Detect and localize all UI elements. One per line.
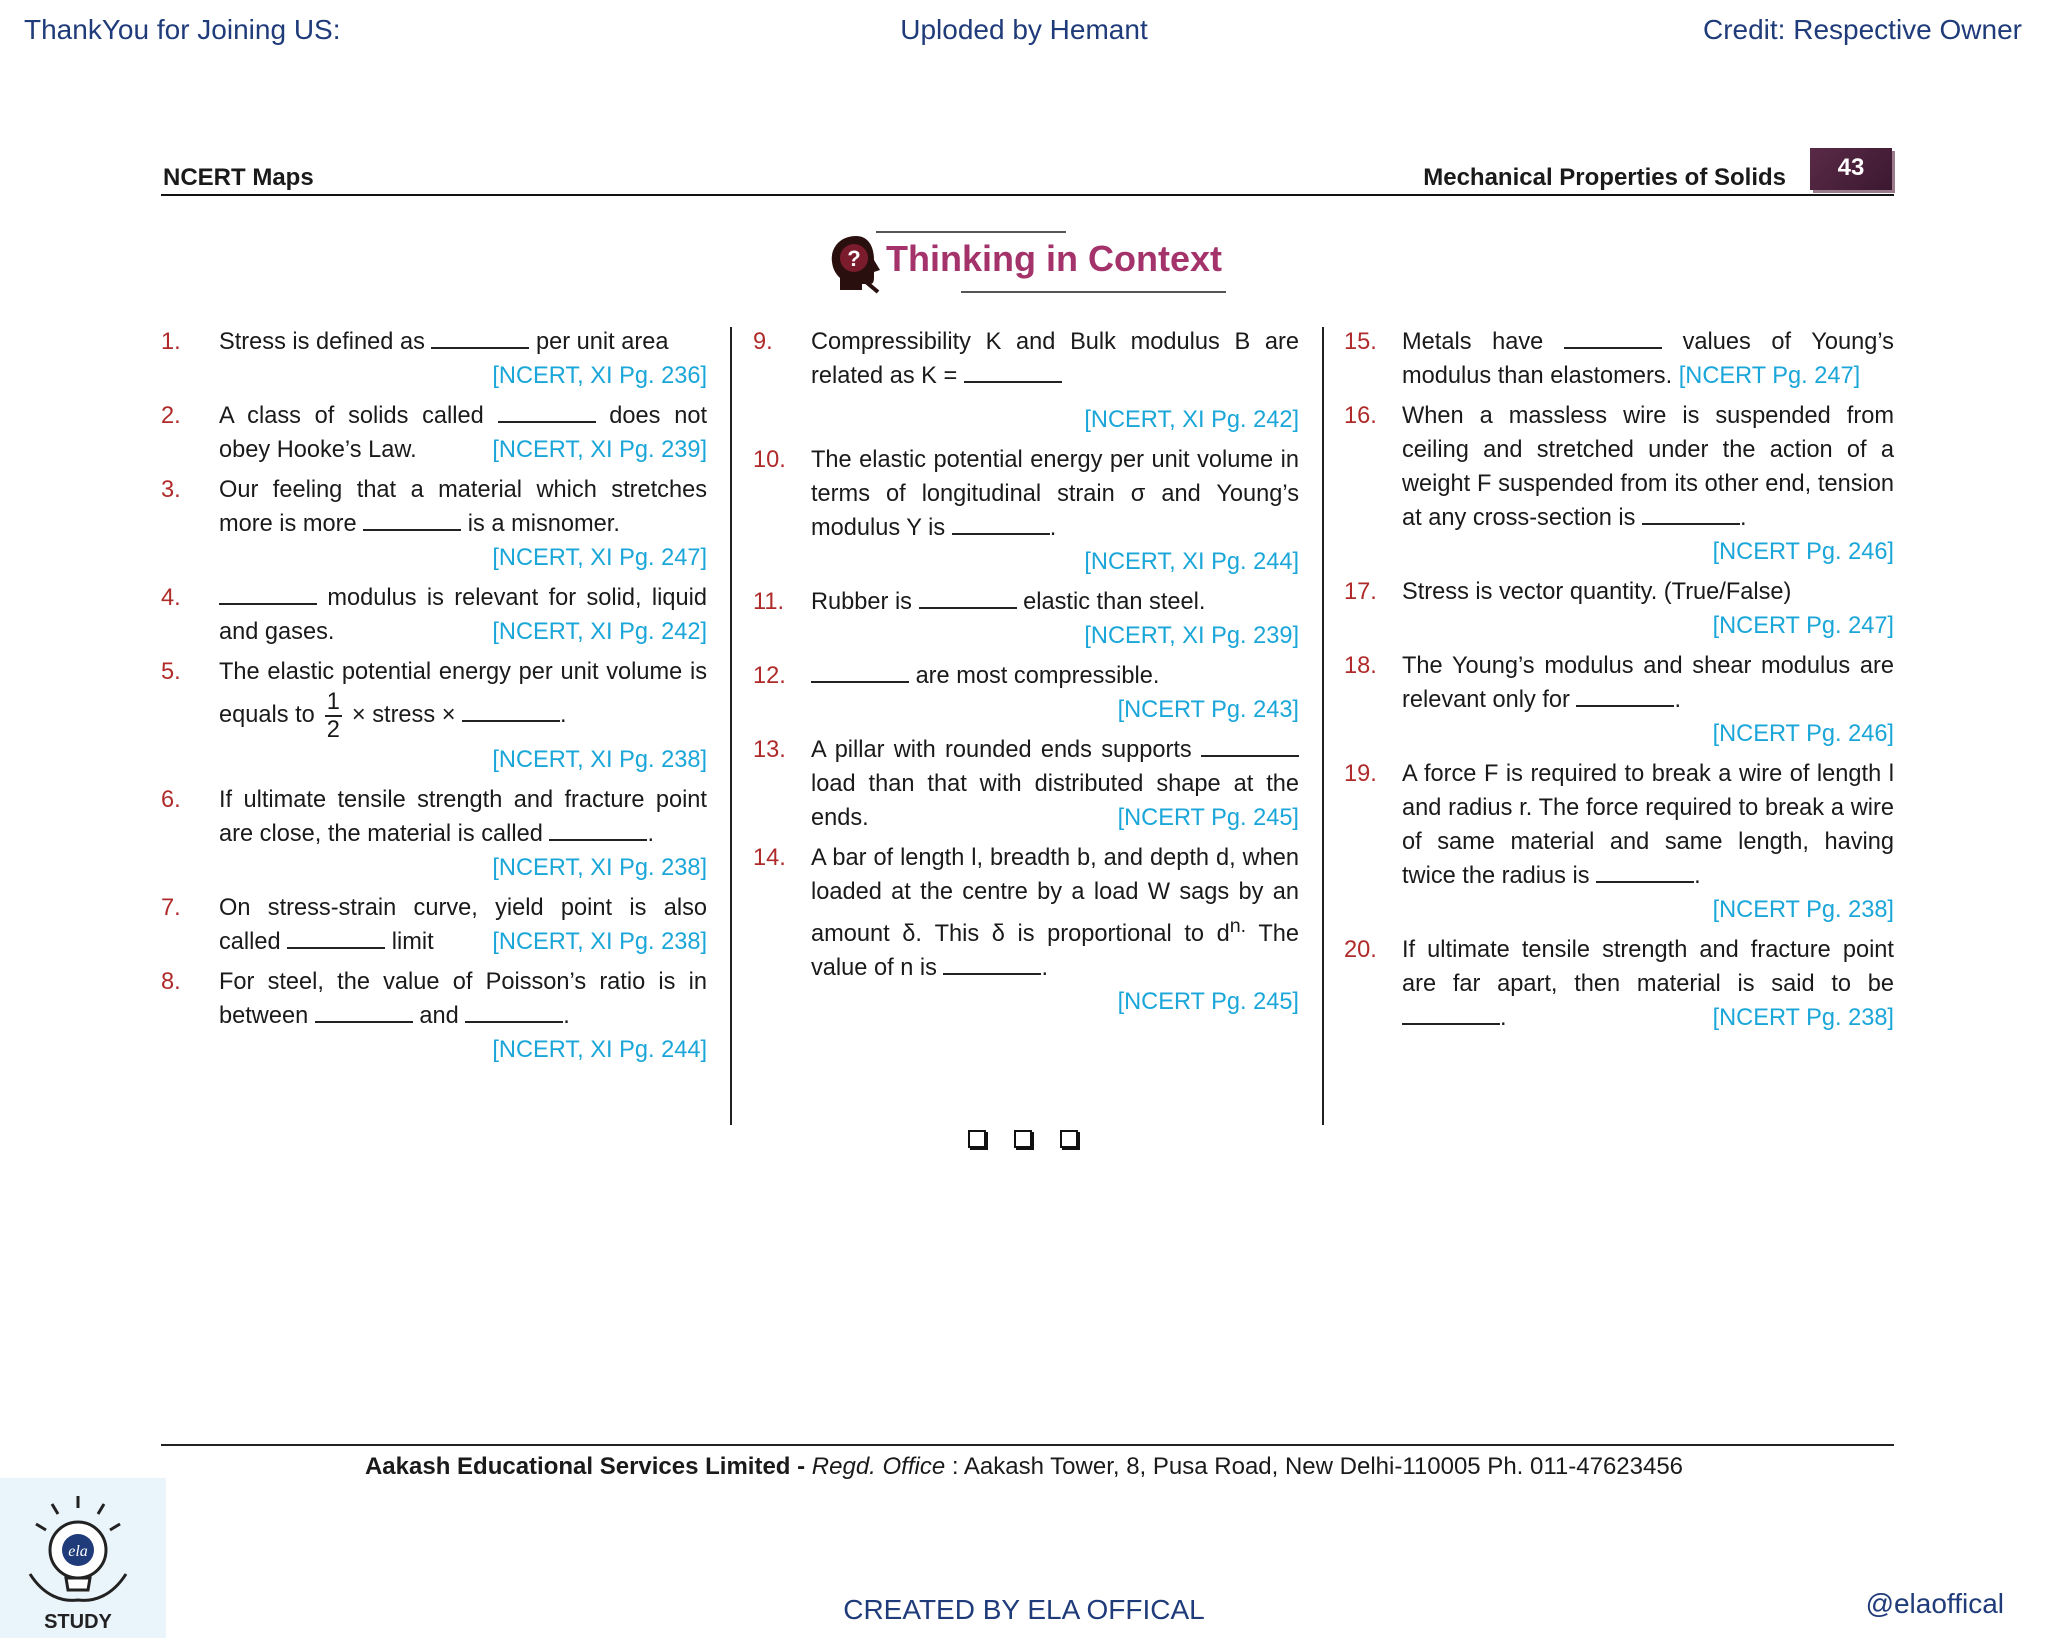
question-number: 19. bbox=[1344, 761, 1377, 787]
svg-text:?: ? bbox=[847, 246, 861, 271]
question-item bbox=[753, 733, 1299, 835]
answer-blank bbox=[462, 700, 560, 722]
question-text: Metals have bbox=[1402, 329, 1544, 355]
footer-regd-label: Regd. Office bbox=[811, 1453, 946, 1480]
question-end: . bbox=[1739, 505, 1747, 531]
question-text: A bar of length l, breadth b, and depth d, when loaded at the centre by a load W sags by an amount δ. This δ is proportional to d bbox=[811, 845, 1299, 947]
question-text: limit bbox=[391, 929, 434, 955]
question-text: A force F is required to break a wire of length l and radius r. The force required to break a wire of same material and same length, having twice the radius is bbox=[1402, 761, 1894, 889]
ncert-reference: [NCERT, XI Pg. 247] bbox=[492, 545, 707, 571]
question-text: On stress-strain curve, yield point is also called bbox=[219, 895, 707, 955]
question-text: Our feeling that a material which stretches more is more bbox=[219, 477, 707, 537]
column-3 bbox=[1344, 325, 1894, 1041]
question-item bbox=[1344, 325, 1894, 393]
column-1 bbox=[161, 325, 707, 1073]
answer-blank bbox=[1201, 735, 1299, 757]
fraction bbox=[325, 689, 342, 743]
question-number: 20. bbox=[1344, 937, 1377, 963]
question-end: . bbox=[1500, 1005, 1507, 1031]
footer-company: Aakash Educational Services Limited - bbox=[364, 1453, 806, 1480]
answer-blank bbox=[943, 953, 1041, 975]
question-number: 8. bbox=[161, 969, 181, 995]
question-item bbox=[753, 585, 1299, 653]
question-text: Compressibility K and Bulk modulus B are related as K = bbox=[811, 329, 1299, 389]
question-item bbox=[161, 655, 707, 777]
question-text: If ultimate tensile strength and fracture point are close, the material is called bbox=[219, 787, 707, 847]
answer-blank bbox=[363, 509, 461, 531]
question-number: 3. bbox=[161, 477, 181, 503]
question-text: When a massless wire is suspended from ceiling and stretched under the action of a weight F suspended from its other end, tension at any cross-section is bbox=[1402, 403, 1894, 531]
ncert-reference: [NCERT Pg. 246] bbox=[1712, 539, 1894, 565]
ncert-reference: [NCERT Pg. 246] bbox=[1712, 721, 1894, 747]
question-text: does not obey Hooke’s Law. bbox=[219, 403, 707, 463]
question-number: 2. bbox=[161, 403, 181, 429]
question-text: A pillar with rounded ends supports bbox=[811, 737, 1192, 763]
question-item bbox=[1344, 757, 1894, 927]
superscript: n. bbox=[1229, 915, 1247, 937]
answer-blank bbox=[287, 927, 385, 949]
question-text: The elastic potential energy per unit volume is equals to bbox=[219, 659, 707, 729]
question-number: 16. bbox=[1344, 403, 1377, 429]
square-bullet-icon bbox=[968, 1130, 986, 1148]
answer-blank bbox=[549, 819, 647, 841]
question-number: 14. bbox=[753, 845, 786, 871]
question-item bbox=[1344, 649, 1894, 751]
question-text: A class of solids called bbox=[219, 403, 484, 429]
question-text: The value of n is bbox=[811, 920, 1299, 981]
question-item bbox=[161, 325, 707, 393]
question-number: 4. bbox=[161, 585, 181, 611]
ncert-reference: [NCERT Pg. 243] bbox=[1117, 697, 1299, 723]
answer-blank bbox=[964, 361, 1062, 383]
banner-right: Credit: Respective Owner bbox=[1702, 14, 2022, 45]
question-text: per unit area bbox=[536, 329, 669, 355]
question-number: 11. bbox=[753, 589, 785, 615]
question-item bbox=[161, 581, 707, 649]
created-by-text: CREATED BY ELA OFFICAL bbox=[843, 1594, 1205, 1625]
banner-left: ThankYou for Joining US: bbox=[24, 14, 341, 45]
question-end: . bbox=[1041, 954, 1049, 981]
ncert-reference: [NCERT, XI Pg. 244] bbox=[1084, 549, 1299, 575]
answer-blank bbox=[1402, 1003, 1500, 1025]
ncert-reference: [NCERT, XI Pg. 242] bbox=[1084, 407, 1299, 433]
footer-address bbox=[0, 1453, 2048, 1481]
question-item bbox=[161, 783, 707, 885]
question-end: . bbox=[563, 1003, 570, 1029]
ncert-reference: [NCERT Pg. 247] bbox=[1712, 613, 1894, 639]
section-title: Thinking in Context bbox=[886, 238, 1222, 279]
question-text: is a misnomer. bbox=[467, 511, 620, 537]
question-item bbox=[1344, 575, 1894, 643]
question-number: 18. bbox=[1344, 653, 1377, 679]
question-item bbox=[1344, 933, 1894, 1035]
question-head-icon bbox=[826, 232, 888, 296]
answer-blank bbox=[219, 583, 317, 605]
fraction-numerator: 1 bbox=[326, 689, 340, 715]
answer-blank bbox=[465, 1001, 563, 1023]
ncert-reference: [NCERT Pg. 245] bbox=[1117, 805, 1299, 831]
heading-rule-top bbox=[876, 231, 1066, 233]
question-item bbox=[161, 891, 707, 959]
ncert-reference: [NCERT, XI Pg. 239] bbox=[492, 437, 707, 463]
ncert-reference: [NCERT, XI Pg. 239] bbox=[1084, 623, 1299, 649]
answer-blank bbox=[919, 587, 1017, 609]
svg-text:ela: ela bbox=[68, 1543, 88, 1560]
answer-blank bbox=[811, 661, 909, 683]
question-number: 5. bbox=[161, 659, 181, 685]
question-text: Stress is defined as bbox=[219, 329, 425, 355]
question-end: . bbox=[560, 702, 567, 729]
end-marker bbox=[968, 1128, 1106, 1154]
question-end: . bbox=[1694, 863, 1701, 889]
question-number: 6. bbox=[161, 787, 181, 813]
question-number: 12. bbox=[753, 663, 786, 689]
question-text: are most compressible. bbox=[915, 663, 1160, 689]
question-item bbox=[753, 659, 1299, 727]
question-item bbox=[161, 399, 707, 467]
ncert-reference: [NCERT Pg. 247] bbox=[1678, 363, 1861, 389]
question-text: × stress × bbox=[351, 702, 456, 729]
answer-blank bbox=[431, 327, 529, 349]
heading-rule-bottom bbox=[961, 291, 1226, 293]
answer-blank bbox=[952, 513, 1050, 535]
questions-area bbox=[161, 325, 1894, 1125]
question-number: 17. bbox=[1344, 579, 1377, 605]
question-number: 1. bbox=[161, 329, 181, 355]
svg-text:STUDY: STUDY bbox=[44, 1611, 112, 1633]
question-item bbox=[161, 473, 707, 575]
social-handle: @elaoffical bbox=[1865, 1588, 2004, 1619]
question-text: and bbox=[419, 1003, 459, 1029]
ncert-reference: [NCERT, XI Pg. 238] bbox=[492, 855, 707, 881]
ncert-reference: [NCERT Pg. 238] bbox=[1712, 1005, 1894, 1031]
question-text: The elastic potential energy per unit volume in terms of longitudinal strain σ and Young’s modulus Y is bbox=[811, 447, 1299, 541]
question-end: . bbox=[1049, 515, 1057, 541]
answer-blank bbox=[1564, 327, 1662, 349]
square-bullet-icon bbox=[1060, 1130, 1078, 1148]
question-item bbox=[753, 443, 1299, 579]
header-book-title: NCERT Maps bbox=[163, 164, 314, 191]
question-text: elastic than steel. bbox=[1023, 589, 1206, 615]
question-number: 9. bbox=[753, 329, 773, 355]
column-divider bbox=[730, 327, 732, 1125]
answer-blank bbox=[1642, 503, 1740, 525]
question-text: The Young’s modulus and shear modulus are relevant only for bbox=[1402, 653, 1894, 713]
answer-blank bbox=[315, 1001, 413, 1023]
question-item bbox=[753, 841, 1299, 1019]
page-header bbox=[161, 148, 1894, 196]
question-item bbox=[1344, 399, 1894, 569]
ncert-reference: [NCERT Pg. 245] bbox=[1117, 988, 1299, 1015]
footer-rule bbox=[161, 1444, 1894, 1446]
banner-center: Uploded by Hemant bbox=[900, 14, 1148, 45]
ncert-reference: [NCERT Pg. 238] bbox=[1712, 897, 1894, 923]
question-end: . bbox=[1674, 687, 1681, 713]
question-text: load than that with distributed shape at the ends. bbox=[811, 771, 1299, 831]
page-number-badge: 43 bbox=[1810, 148, 1892, 190]
question-text: values of Young’s modulus than elastomers. bbox=[1402, 329, 1894, 389]
square-bullet-icon bbox=[1014, 1130, 1032, 1148]
footer-address-text: : Aakash Tower, 8, Pusa Road, New Delhi-110005 Ph. 011-47623456 bbox=[951, 1453, 1684, 1480]
question-text: For steel, the value of Poisson’s ratio is in between bbox=[219, 969, 707, 1029]
ncert-reference: [NCERT, XI Pg. 238] bbox=[492, 929, 707, 955]
section-heading bbox=[826, 228, 1246, 298]
question-number: 7. bbox=[161, 895, 181, 921]
question-number: 13. bbox=[753, 737, 786, 763]
question-end: . bbox=[647, 821, 655, 847]
question-text: Stress is vector quantity. (True/False) bbox=[1402, 579, 1792, 605]
answer-blank bbox=[1596, 861, 1694, 883]
question-text: Rubber is bbox=[811, 589, 912, 615]
question-number: 15. bbox=[1344, 329, 1377, 355]
ncert-reference: [NCERT, XI Pg. 238] bbox=[492, 747, 707, 773]
question-item bbox=[161, 965, 707, 1067]
question-item bbox=[753, 325, 1299, 437]
ncert-reference: [NCERT, XI Pg. 242] bbox=[492, 619, 707, 645]
question-number: 10. bbox=[753, 447, 786, 473]
header-chapter-title: Mechanical Properties of Solids bbox=[1423, 164, 1786, 191]
question-text: If ultimate tensile strength and fracture point are far apart, then material is said to be bbox=[1402, 937, 1894, 997]
answer-blank bbox=[1576, 685, 1674, 707]
question-text: modulus is relevant for solid, liquid and gases. bbox=[219, 585, 707, 645]
fraction-denominator: 2 bbox=[326, 717, 340, 743]
ncert-reference: [NCERT, XI Pg. 244] bbox=[492, 1037, 707, 1063]
answer-blank bbox=[498, 401, 596, 423]
ncert-reference: [NCERT, XI Pg. 236] bbox=[492, 363, 707, 389]
